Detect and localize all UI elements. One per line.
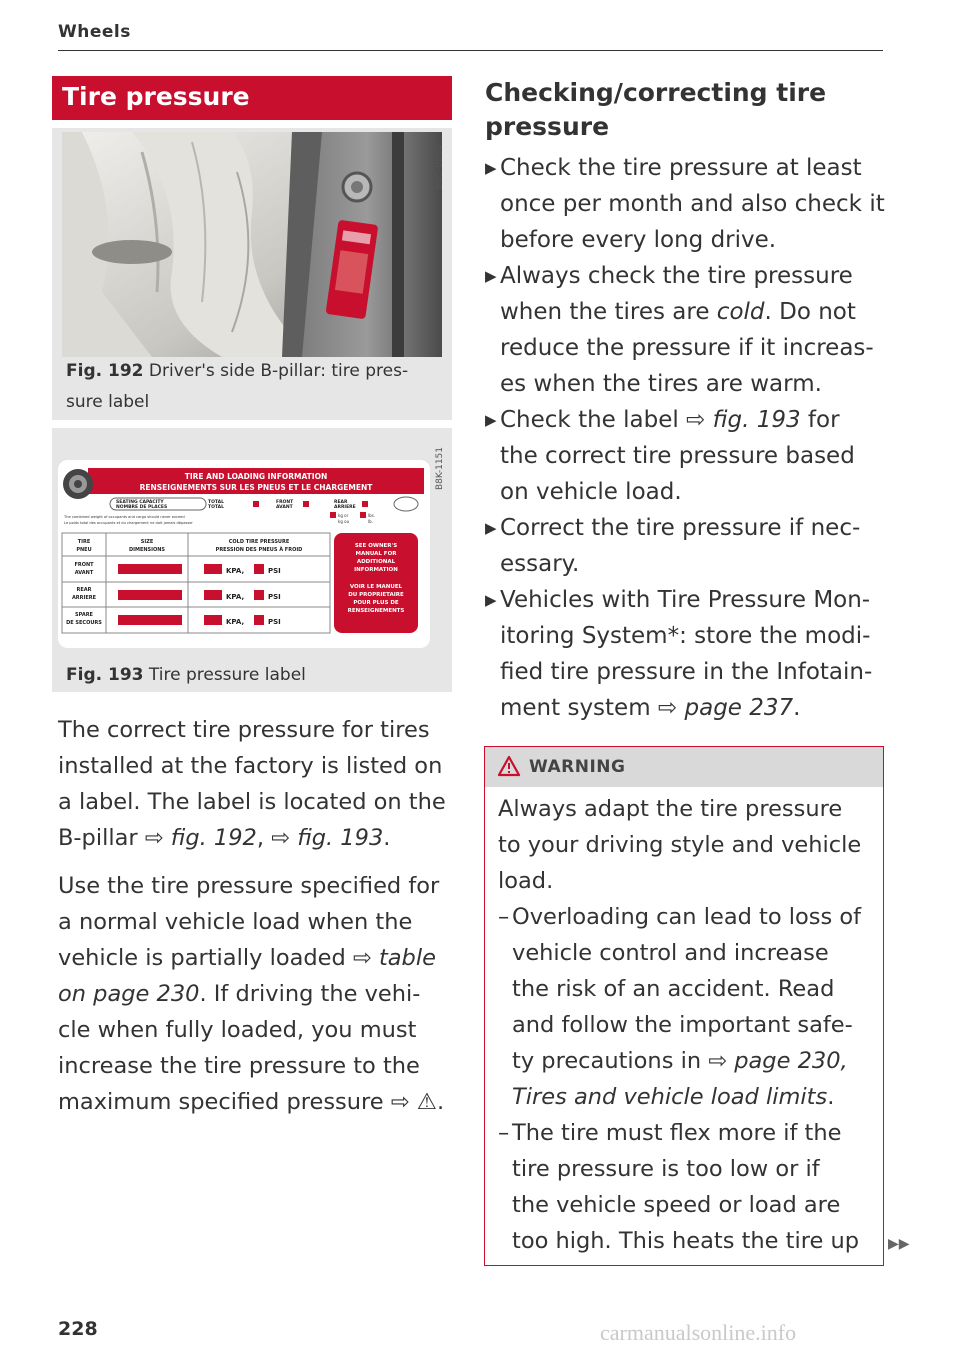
tire-label-graphic (58, 460, 430, 648)
list-item: ▶ Check the tire pressure at least once per month and also check it before every long drive. (485, 150, 895, 258)
list-item: ▶ Always check the tire pressure when the tires are cold. Do not reduce the pressure if it increas- es when the tires are warm. (485, 258, 895, 402)
list-item: ▶ Vehicles with Tire Pressure Mon- itoring System*: store the modi- fied tire pressure in the Infotain- ment system ⇨ page 237. (485, 582, 895, 726)
page-237-link[interactable]: page 237 (684, 695, 794, 721)
figure-code: B8K-1151 (435, 446, 445, 490)
label-weight-fr: Le poids total des occupants et du chargement ne doit jamais dépasser (64, 521, 193, 525)
label-title-en: TIRE AND LOADING INFORMATION (184, 472, 328, 481)
label-total-en: TOTAL (208, 500, 224, 505)
row-rear: REAR (76, 587, 92, 593)
fig-193-link[interactable]: fig. 193 (712, 407, 801, 433)
label-kg-or: kg or (338, 513, 349, 518)
figure-192 (52, 128, 452, 420)
figure-caption (66, 660, 446, 691)
figure-193 (52, 428, 452, 692)
row-front-fr: AVANT (74, 570, 94, 576)
unit-psi: PSI (268, 618, 281, 626)
caption-text: sure label (66, 392, 150, 412)
figure-number: Fig. 192 (66, 361, 144, 381)
page-230-link[interactable]: page 230, (734, 1048, 848, 1074)
list-item: ▶ Check the label ⇨ fig. 193 for the correct tire pressure based on vehicle load. (485, 402, 895, 510)
col-pneu: PNEU (76, 547, 92, 553)
list-item: – Overloading can lead to loss of vehicle control and increase the risk of an accident. Read and follow the important safe- ty precautions in ⇨ page 230, Tires and vehicle load limits. (498, 904, 862, 1110)
label-front-fr: AVANT (276, 505, 293, 510)
warning-header (485, 747, 883, 787)
row-rear-fr: ARRIERE (71, 595, 97, 601)
text-line: maximum specified pressure ⇨ ⚠. (58, 1089, 445, 1115)
unit-kpa: KPA, (226, 618, 245, 626)
col-cold-pressure-fr: PRESSION DES PNEUS À FROID (215, 547, 303, 553)
col-size: SIZE (140, 539, 154, 545)
page-number: 228 (58, 1318, 98, 1340)
voir-manuel: VOIR LE MANUEL (349, 584, 403, 590)
row-spare: SPARE (75, 612, 93, 618)
bullet-arrow-icon: ▶ (485, 411, 497, 429)
label-front-en: FRONT (276, 500, 294, 505)
see-manual: ADDITIONAL (356, 559, 396, 565)
list-item: ▶ Correct the tire pressure if nec- essary. (485, 510, 895, 582)
table-link[interactable]: table (378, 945, 436, 971)
warning-box (484, 746, 884, 1266)
text-line: on page 230. If driving the vehi- (58, 981, 421, 1007)
voir-manuel: DU PROPRIETAIRE (348, 592, 404, 598)
label-seating-en: SEATING CAPACITY (116, 500, 164, 505)
text-line: vehicle is partially loaded ⇨ table (58, 945, 436, 971)
label-rear-fr: ARRIERE (334, 505, 356, 510)
col-cold-pressure: COLD TIRE PRESSURE (228, 539, 290, 545)
warning-body: Always adapt the tire pressure to your driving style and vehicle load. – Overloading can lead to loss of vehicle control and increase the risk of an accident. Read and follow the important safe- ty precautions in ⇨ page 230, Tires and vehicle load limits. – The tire must flex more if the tire pressure is too low or if the vehicle speed or load are too high. This heats the tire up (498, 791, 878, 1259)
figure-caption (66, 356, 446, 418)
figure-number: Fig. 193 (66, 665, 144, 685)
warning-triangle-icon (497, 755, 521, 777)
list-item: – The tire must flex more if the tire pressure is too low or if the vehicle speed or load are too high. This heats the tire up (498, 1120, 860, 1254)
figure-code: B4G-0264 (435, 144, 445, 190)
unit-psi: PSI (268, 593, 281, 601)
unit-psi: PSI (268, 567, 281, 575)
text-line: installed at the factory is listed on (58, 753, 443, 779)
caption-text: Driver's side B-pillar: tire pres- (148, 361, 409, 381)
voir-manuel: RENSEIGNEMENTS (347, 608, 405, 614)
caption-text: Tire pressure label (148, 665, 306, 685)
text-line: a label. The label is located on the (58, 789, 446, 815)
text-line: a normal vehicle load when the (58, 909, 413, 935)
label-rear-en: REAR (334, 500, 348, 505)
subsection-title: Checking/correcting tire pressure (485, 78, 827, 141)
bullet-arrow-icon: ▶ (485, 591, 497, 609)
see-manual: SEE OWNER'S (354, 543, 398, 549)
see-manual: MANUAL FOR (355, 551, 397, 557)
bullet-arrow-icon: ▶ (485, 159, 497, 177)
unit-kpa: KPA, (226, 593, 245, 601)
label-lb: lb. (368, 519, 373, 524)
section-banner (52, 76, 452, 120)
warning-heading: WARNING (529, 757, 626, 777)
page-230-link[interactable]: on page 230 (58, 981, 200, 1007)
tire-pressure-label (58, 460, 430, 648)
label-kg-ou: kg ou (338, 519, 350, 524)
text-line: Use the tire pressure specified for (58, 873, 440, 899)
text-line: cle when fully loaded, you must (58, 1017, 417, 1043)
paragraph-load (58, 868, 458, 1120)
load-limits-link[interactable]: Tires and vehicle load limits (512, 1084, 828, 1110)
label-seating-fr: NOMBRE DE PLACES (116, 505, 168, 510)
col-tire: TIRE (77, 539, 91, 545)
bullet-arrow-icon: ▶ (485, 267, 497, 285)
label-total-fr: TOTAL (208, 505, 224, 510)
bullet-arrow-icon: ▶ (485, 519, 497, 537)
label-title-fr: RENSEIGNEMENTS SUR LES PNEUS ET LE CHARGEMENT (139, 483, 373, 492)
continued-arrow-icon[interactable]: ▶▶ (888, 1236, 910, 1252)
col-dimensions: DIMENSIONS (128, 547, 166, 553)
text-line: increase the tire pressure to the (58, 1053, 420, 1079)
label-lbs: lbs. (368, 513, 376, 518)
paragraph-intro (58, 712, 458, 856)
fig-192-link[interactable]: fig. 192 (170, 825, 257, 851)
see-manual: INFORMATION (354, 567, 398, 573)
instruction-list (485, 150, 895, 726)
b-pillar-photo (62, 132, 442, 357)
text-line: B-pillar ⇨ fig. 192, ⇨ fig. 193. (58, 825, 391, 851)
voir-manuel: POUR PLUS DE (353, 600, 399, 606)
label-weight-en: The combined weight of occupants and cargo should never exceed (64, 515, 185, 519)
section-title: Tire pressure (62, 82, 250, 111)
watermark: carmanualsonline.info (600, 1320, 797, 1345)
fig-193-link[interactable]: fig. 193 (297, 825, 384, 851)
row-spare-fr: DE SECOURS (66, 620, 102, 626)
text-line: The correct tire pressure for tires (58, 717, 430, 743)
running-header: Wheels (58, 22, 131, 42)
unit-kpa: KPA, (226, 567, 245, 575)
row-front: FRONT (74, 562, 94, 568)
header-divider (58, 50, 883, 51)
